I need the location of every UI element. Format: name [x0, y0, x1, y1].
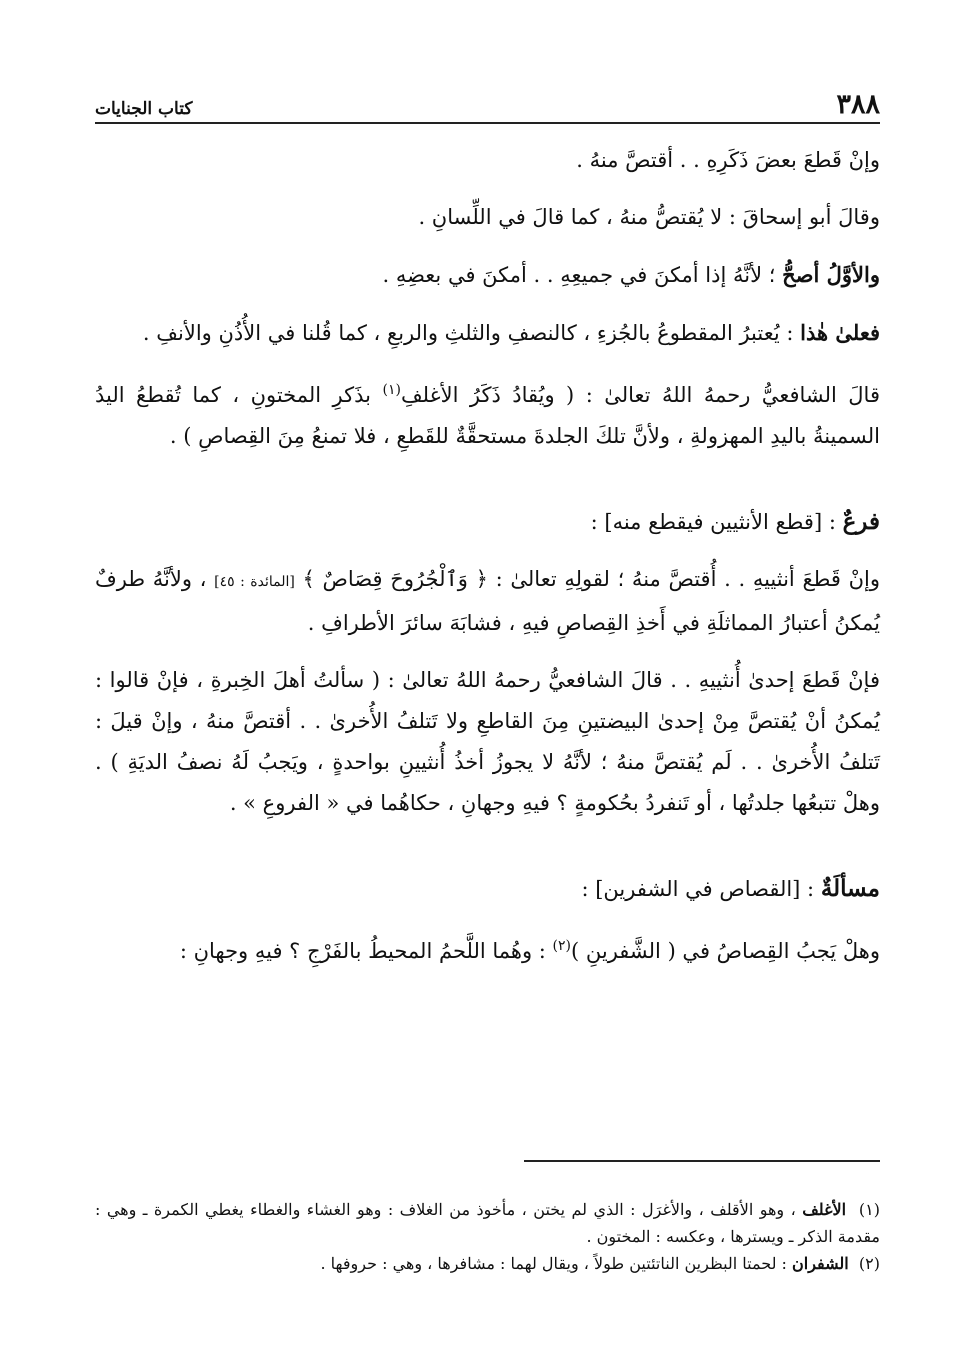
- paragraph: [95, 254, 880, 296]
- heading-text: : [قطع الأنثيين فيقطع منه] :: [590, 510, 843, 534]
- paragraph: [95, 559, 880, 644]
- footnotes: [95, 1196, 880, 1277]
- section-heading-far: [95, 501, 880, 543]
- footnote-number: (١): [858, 1200, 881, 1219]
- heading-label: مسألَةٌ: [820, 875, 880, 902]
- book-title: كتاب الجنايات: [95, 99, 193, 119]
- paragraph-text: وإنْ قَطعَ أنثييهِ . . أُقتصَّ منهُ ؛ لقولِهِ تعالىٰ : ﴿ وَٱلْجُرُوحَ قِصَاصٌ ﴾: [294, 567, 880, 591]
- page-number: ٣٨٨: [836, 89, 880, 120]
- paragraph: فإنْ قَطعَ إحدىٰ أُنثييهِ . . قالَ الشافعيُّ رحمهُ اللهُ تعالىٰ : ( سألتُ أهلَ الخِبرةِ ، فإنْ قالوا : يُمكنُ أنْ يُقتصَّ مِنْ إحدىٰ البيضتينِ مِنَ القاطعِ ولا تَتلفُ الأُخرىٰ . . أقتصَّ منهُ ، وإنْ قيلَ : تَتلفُ الأُخرىٰ . . لَم يُقتصَّ منهُ ؛ لأنَّهُ لا يجوزُ أخذُ أُنثيينِ بواحدةٍ ، ويَجبُ لَهُ نصفُ الديَةِ ) . وهلْ تتبعُها جلدتُها ، أو تَنفردُ بحُكومةٍ ؟ فيهِ وجهانِ ، حكاهُما في « الفروعِ » .: [95, 668, 880, 815]
- paragraph: وإنْ قَطعَ بعضَ ذَكَرِهِ . . أقتصَّ منهُ .: [576, 148, 880, 172]
- footnote-divider: [524, 1160, 880, 1162]
- paragraph-text: بذَكرِ المختونِ ، كما تُقطعُ اليدُ السمينةُ باليدِ المهزولةِ ، ولأنَّ تلكَ الجلدةَ مستحقَّةٌ للقَطعِ ، فلا تمنعُ مِنَ القِصاصِ ) .: [95, 383, 880, 448]
- paragraph-text: : وهُما اللَّحمُ المحيطُ بالفَرْجِ ؟ فيهِ وجهانِ :: [179, 939, 553, 963]
- section-heading-masala: [95, 868, 880, 910]
- quran-citation: [المائدة : ٤٥]: [214, 574, 295, 590]
- footnote-number: (٢): [858, 1254, 880, 1273]
- heading-label: فرعٌ: [842, 508, 880, 535]
- paragraph: [95, 926, 880, 972]
- footnote-text: ، وهو الأقلف ، والأغرَل : الذي لم يختن ، مأخوذ من الغلاف : وهو الغشاء والغطاء يغطي الكمرة ـ وهي : مقدمة الذكر ـ ويسترها ، وعكسه : المختون .: [95, 1200, 880, 1246]
- footnote-1: [95, 1196, 880, 1250]
- paragraph-text: قالَ الشافعيُّ رحمهُ اللهُ تعالىٰ : ( ويُقادُ ذَكَرُ الأغلفِ: [400, 383, 880, 407]
- footnote-term: الشفران: [792, 1254, 849, 1273]
- footnote-ref-2[interactable]: (٢): [552, 938, 572, 954]
- paragraph: [95, 370, 880, 457]
- paragraph-text: وهلْ يَجبُ القِصاصُ في ( الشَّفرينِ ): [571, 939, 880, 963]
- main-text: [95, 140, 880, 988]
- paragraph-text: : يُعتبرُ المقطوعُ بالجُزءِ ، كالنصفِ والثلثِ والربعِ ، كما قُلنا في الأُذُنِ والأنفِ .: [142, 321, 801, 345]
- footnote-text: : لحمتا البظرين الناتئتين طولاً ، ويقال لهما : مشافرها ، وهي : حروفها .: [320, 1254, 793, 1273]
- paragraph-text: ؛ لأنَّهُ إذا أمكنَ في جميعِهِ . . أمكنَ في بعضِهِ .: [382, 263, 783, 287]
- paragraph-text: ، ولأنَّهُ طرفٌ يُمكنُ أعتبارُ المماثلَةِ في أَخذِ القِصاصِ فيهِ ، فشابَهَ سائرَ الأطرافِ .: [95, 567, 880, 635]
- paragraph: [95, 312, 880, 354]
- bold-phrase: والأوَّلُ أصحُّ: [782, 262, 880, 287]
- footnote-2: [95, 1250, 880, 1277]
- footnote-ref-1[interactable]: (١): [382, 382, 401, 398]
- paragraph: وقالَ أبو إسحاقَ : لا يُقتصُّ منهُ ، كما قالَ في اللِّسانِ .: [418, 205, 880, 229]
- page-header: [95, 84, 880, 124]
- heading-text: : [القصاص في الشفرين] :: [581, 877, 821, 901]
- footnote-term: الأغلف: [802, 1200, 847, 1219]
- bold-phrase: فعلىٰ هٰذا: [800, 320, 880, 345]
